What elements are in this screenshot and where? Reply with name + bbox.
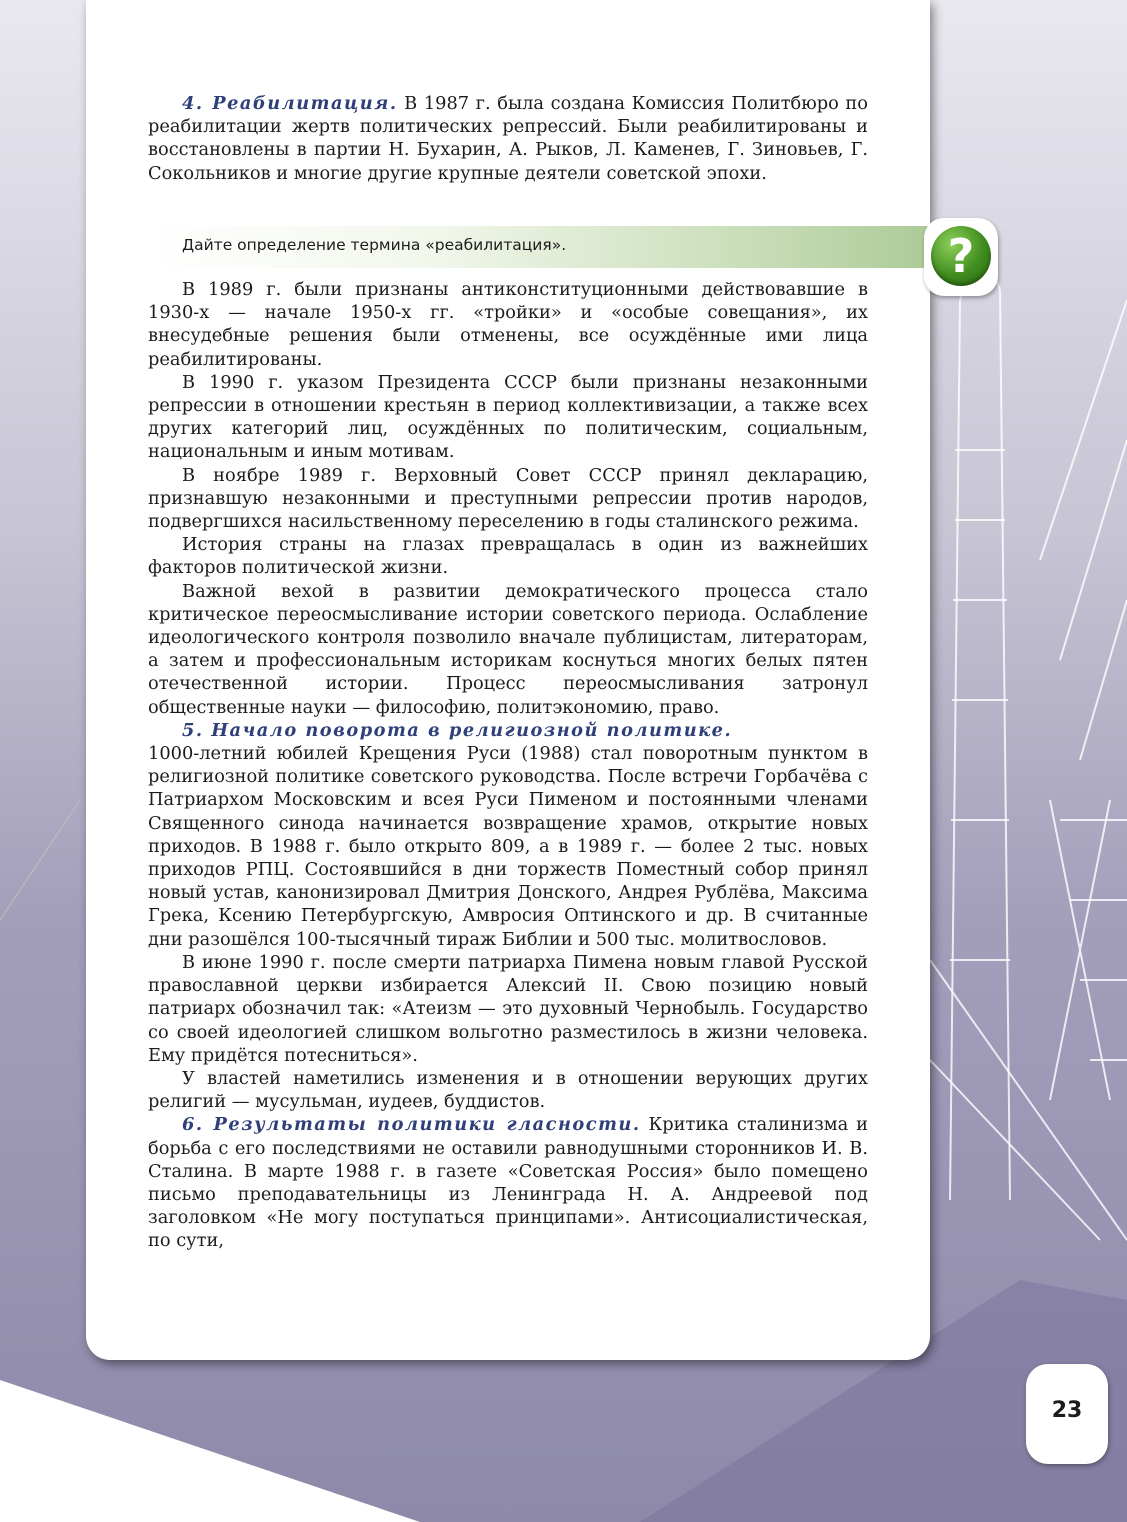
- paragraph: В 1987 г. была создана Комиссия Политбюро по реабилитации жертв политических репрессий. Были реабилитированы и восстановлены в партии Н. Бухарин, А. Рыков, Л. Каменев, Г. Зиновьев, Г. Сокольников и многие другие крупные деятели советской эпохи.: [148, 93, 868, 184]
- section-heading: 5. Начало поворота в религиозной политике.: [182, 719, 733, 741]
- paragraph: В июне 1990 г. после смерти патриарха Пимена новым главой Русской православной церкви избирается Алексий II. Свою позицию новый патриарх обозначил так: «Атеизм — это духовный Чернобыль. Государство со своей идеологией слишком вольготно разместилось в жизни человека. Ему придётся потесниться».: [148, 951, 868, 1066]
- section-heading: 6. Результаты политики гласности.: [182, 1114, 641, 1136]
- paragraph: Критика сталинизма и борьба с его последствиями не оставили равнодушными сторонников И. В. Сталина. В марте 1988 г. в газете «Советская Россия» было помещено письмо преподавательницы из Ленинграда Н. А. Андреевой под заголовком «Не могу поступаться принципами». Антисоциалистическая, по сути,: [148, 1114, 868, 1252]
- paragraph: 1000-летний юбилей Крещения Руси (1988) стал поворотным пунктом в религиозной политике советского руководства. После встречи Горбачёва с Патриархом Московским и всея Руси Пименом и постоянными членами Священного синода начинается возвращение храмов, открытие новых приходов. В 1988 г. было открыто 809, а в 1989 г. — более 2 тыс. новых приходов РПЦ. Состоявшийся в дни торжеств Поместный собор принял новый устав, канонизировал Дмитрия Донского, Андрея Рублёва, Максима Грека, Ксению Петербургскую, Амвросия Оптинского и др. В считанные дни разошёлся 100-тысячный тираж Библии и 500 тыс. молитвословов.: [148, 743, 868, 950]
- section-rehabilitation: [148, 92, 868, 185]
- paragraph: История страны на глазах превращалась в один из важнейших факторов политической жизни.: [148, 534, 868, 579]
- question-badge: [924, 218, 998, 296]
- paragraph: У властей наметились изменения и в отношении верующих других религий — мусульман, иудеев, буддистов.: [148, 1067, 868, 1113]
- page-number: 23: [1026, 1364, 1108, 1464]
- paragraph: Важной вехой в развитии демократического процесса стало критическое переосмысливание истории советского периода. Ослабление идеологического контроля позволило вначале публицистам, литераторам, а затем и профессиональным историкам коснуться многих белых пятен отечественной истории. Процесс переосмысливания затронул общественные науки — философию, политэкономию, право.: [148, 580, 868, 718]
- question-mark-icon: ?: [931, 226, 991, 286]
- question-text: Дайте определение термина «реабилитация».: [182, 236, 567, 254]
- paragraph: В 1990 г. указом Президента СССР были признаны незаконными репрессии в отношении крестьян в период коллективизации, а также всех других категорий лиц, осуждённых по политическим, социальным, национальным и иным мотивам.: [148, 371, 868, 463]
- section-heading: 4. Реабилитация.: [182, 93, 398, 114]
- paragraph: В ноябре 1989 г. Верховный Совет СССР принял декларацию, признавшую незаконными и преступными репрессии против народов, подвергшихся насильственному переселению в годы сталинского режима.: [148, 464, 868, 533]
- main-text: [148, 278, 868, 1253]
- paragraph: В 1989 г. были признаны антиконституционными действовавшие в 1930-х — начале 1950-х гг. «тройки» и «особые совещания», их внесудебные решения были отменены, все осуждённые ими лица реабилитированы.: [148, 279, 868, 370]
